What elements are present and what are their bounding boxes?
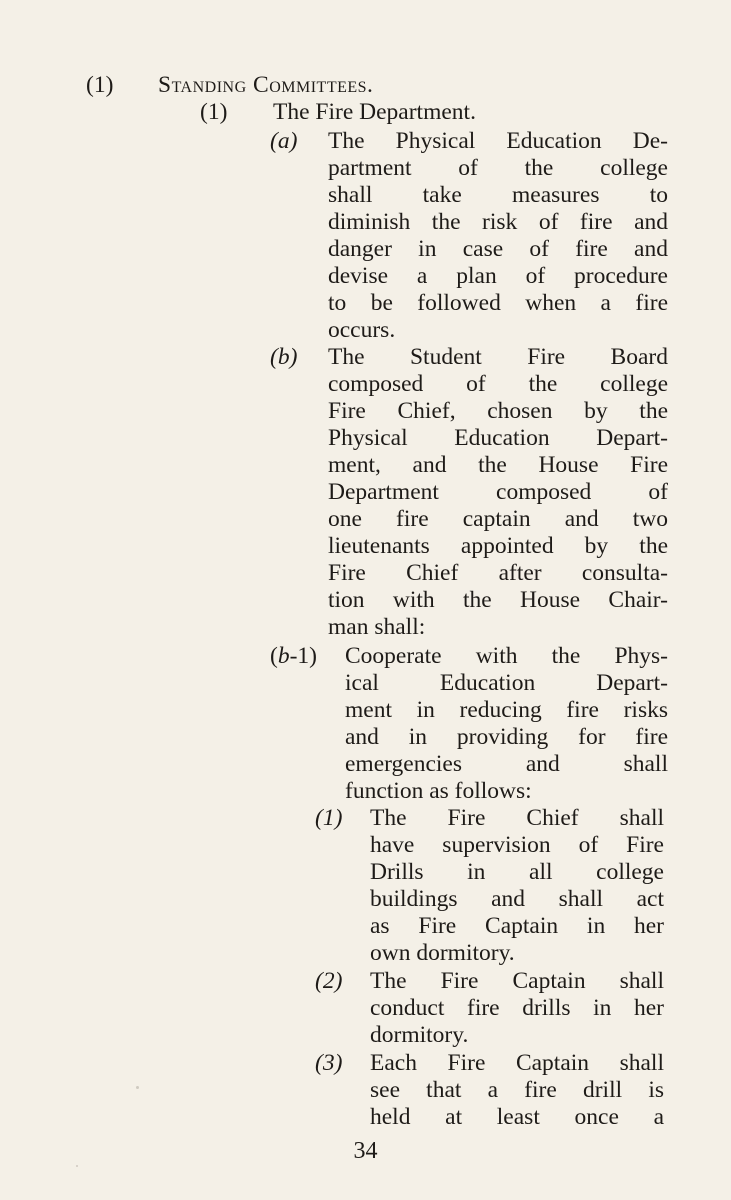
text-line: and in providing for fire — [345, 724, 668, 750]
sub-1-label: (1) — [315, 805, 343, 831]
text-line: conduct fire drills in her — [370, 995, 664, 1021]
subsection-label: (1) — [200, 99, 228, 125]
text-line: one fire captain and two — [328, 506, 668, 532]
text-line: own dormitory. — [370, 940, 515, 966]
text-line: Fire Chief, chosen by the — [328, 398, 668, 424]
text-line: occurs. — [328, 317, 396, 343]
text-line: as Fire Captain in her — [370, 913, 664, 939]
text-line: to be followed when a fire — [328, 290, 668, 316]
text-line: ment, and the House Fire — [328, 452, 668, 478]
text-line: see that a fire drill is — [370, 1077, 664, 1103]
section-label: (1) — [86, 72, 114, 98]
text-line: The Physical Education De- — [328, 128, 668, 154]
text-line: The Student Fire Board — [328, 344, 668, 370]
text-line: shall take measures to — [328, 182, 668, 208]
text-line: Drills in all college — [370, 859, 664, 885]
text-line: have supervision of Fire — [370, 832, 664, 858]
paper-speck — [76, 1165, 78, 1167]
sub-3-label: (3) — [315, 1050, 343, 1076]
item-b-label: (b) — [270, 344, 298, 370]
text-line: ical Education Depart- — [345, 670, 668, 696]
item-a-label: (a) — [270, 128, 298, 154]
text-line: Department composed of — [328, 479, 668, 505]
item-b1-label: (b-1) — [270, 643, 317, 669]
text-line: man shall: — [328, 614, 426, 640]
text-line: tion with the House Chair- — [328, 587, 668, 613]
text-line: buildings and shall act — [370, 886, 664, 912]
text-line: Cooperate with the Phys- — [345, 643, 668, 669]
subsection-title: The Fire Department. — [273, 99, 476, 125]
text-line: partment of the college — [328, 155, 668, 181]
text-line: lieutenants appointed by the — [328, 533, 668, 559]
text-line: function as follows: — [345, 778, 532, 804]
text-line: Fire Chief after consulta- — [328, 560, 668, 586]
paper-speck — [136, 1086, 139, 1089]
sub-2-label: (2) — [315, 968, 343, 994]
page-number: 34 — [353, 1138, 378, 1164]
text-line: The Fire Chief shall — [370, 805, 664, 831]
text-line: Each Fire Captain shall — [370, 1050, 664, 1076]
text-line: devise a plan of procedure — [328, 263, 668, 289]
text-line: ment in reducing fire risks — [345, 697, 668, 723]
text-line: dormitory. — [370, 1022, 469, 1048]
section-title: Standing Committees. — [158, 72, 374, 98]
text-line: danger in case of fire and — [328, 236, 668, 262]
text-line: emergencies and shall — [345, 751, 668, 777]
text-line: diminish the risk of fire and — [328, 209, 668, 235]
text-line: composed of the college — [328, 371, 668, 397]
text-line: held at least once a — [370, 1104, 664, 1130]
text-line: Physical Education Depart- — [328, 425, 668, 451]
text-line: The Fire Captain shall — [370, 968, 664, 994]
